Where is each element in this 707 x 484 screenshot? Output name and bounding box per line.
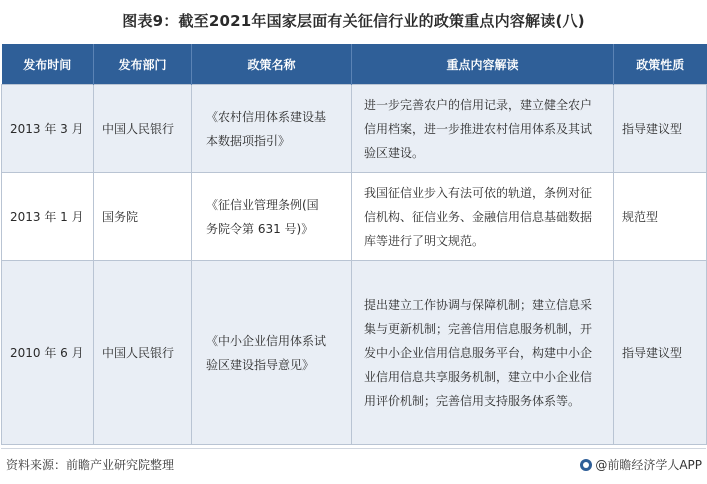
- brand-logo-icon: [580, 459, 592, 471]
- cell-policy-name: 《征信业管理条例(国务院令第 631 号)》: [192, 173, 352, 261]
- cell-nature: 规范型: [614, 173, 707, 261]
- cell-nature: 指导建议型: [614, 261, 707, 445]
- policy-table: [1, 44, 707, 445]
- header-department: 发布部门: [94, 44, 192, 85]
- cell-date: 2010 年 6 月: [2, 261, 94, 445]
- cell-department: 国务院: [94, 173, 192, 261]
- cell-date: 2013 年 3 月: [2, 85, 94, 173]
- header-policy-name: 政策名称: [192, 44, 352, 85]
- chart-title: 图表9：截至2021年国家层面有关征信行业的政策重点内容解读(八): [122, 12, 585, 30]
- source-note: 资料来源：前瞻产业研究院整理: [6, 458, 175, 472]
- brand-text: @前瞻经济学人APP: [595, 458, 702, 472]
- cell-policy-name: 《中小企业信用体系试验区建设指导意见》: [192, 261, 352, 445]
- cell-nature: 指导建议型: [614, 85, 707, 173]
- cell-date: 2013 年 1 月: [2, 173, 94, 261]
- cell-content: 提出建立工作协调与保障机制；建立信息采集与更新机制；完善信用信息服务机制，开发中小企业信用信息服务平台，构建中小企业信用信息共享服务机制，建立中小企业信用评价机制；完善信用支持服务体系等。: [352, 261, 614, 445]
- table-row: [2, 261, 707, 445]
- cell-department: 中国人民银行: [94, 261, 192, 445]
- cell-policy-name: 《农村信用体系建设基本数据项指引》: [192, 85, 352, 173]
- table-row: [2, 173, 707, 261]
- cell-content: 进一步完善农户的信用记录，建立健全农户信用档案，进一步推进农村信用体系及其试验区建设。: [352, 85, 614, 173]
- table-header-row: [2, 44, 707, 85]
- footer-divider: [1, 448, 706, 449]
- cell-content: 我国征信业步入有法可依的轨道，条例对征信机构、征信业务、金融信用信息基础数据库等进行了明文规范。: [352, 173, 614, 261]
- header-content: 重点内容解读: [352, 44, 614, 85]
- cell-department: 中国人民银行: [94, 85, 192, 173]
- header-nature: 政策性质: [614, 44, 707, 85]
- header-date: 发布时间: [2, 44, 94, 85]
- table-row: [2, 85, 707, 173]
- brand-credit: [580, 456, 702, 473]
